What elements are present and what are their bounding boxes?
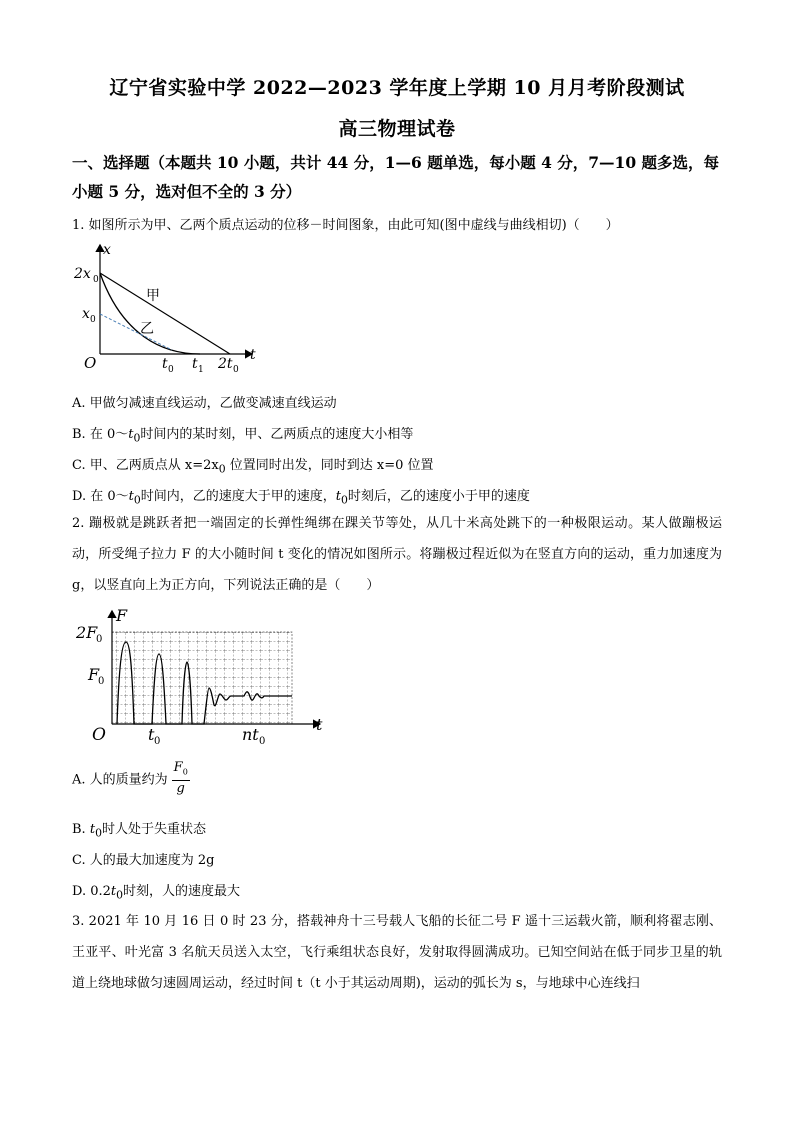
exam-subtitle: 高三物理试卷 <box>338 118 456 140</box>
q2-y-tick-2f0: 2F <box>76 623 98 642</box>
q2-option-d: D. $0.2t_0$时刻，人的速度最大 <box>72 884 241 902</box>
q2-x-tick-t0-sub: 0 <box>154 736 161 747</box>
q1-option-c: C. 甲、乙两质点从 $x=2x_0$ 位置同时出发，同时到达 x=0 位置 <box>72 458 434 476</box>
q1-option-a: A. 甲做匀减速直线运动，乙做变减速直线运动 <box>72 396 337 411</box>
q2-y-tick-2f0-sub: 0 <box>96 634 103 645</box>
q2-option-b: B. $t_0$时人处于失重状态 <box>72 822 206 840</box>
q1-option-b: B. 在 $0\sim t_0$时间内的某时刻，甲、乙两质点的速度大小相等 <box>72 427 414 445</box>
q2-option-a-fraction: $\frac{F_0}{g}$ <box>173 760 188 796</box>
question-1-stem: 1. 如图所示为甲、乙两个质点运动的位移－时间图象，由此可知(图中虚线与曲线相切)（ ） <box>72 218 619 233</box>
q2-x-tick-nt0: nt <box>242 725 259 744</box>
q1-tangent-dashed <box>100 314 172 350</box>
q1-x-tick-t0-sub: 0 <box>168 365 174 375</box>
q2-option-a: A. 人的质量约为 $\frac{F_0}{g}$ <box>72 760 188 796</box>
q2-origin-label: O <box>92 725 106 745</box>
q1-yi-curve <box>100 273 200 354</box>
q1-x-tick-t1: t <box>192 356 198 372</box>
q1-y-tick-x0-sub: 0 <box>90 315 96 325</box>
q1-x-tick-t1-sub: 1 <box>198 365 204 375</box>
section-heading: 一、选择题（本题共 10 小题，共计 44 分，1—6 题单选，每小题 4 分，7—10 题多选，每小题 5 分，选对但不全的 3 分） <box>72 153 720 201</box>
q2-option-c: C. 人的最大加速度为 2g <box>72 853 215 868</box>
q1-option-d: D. 在 $0\sim t_0$时间内，乙的速度大于甲的速度，$t_0$时刻后，乙的速度小于甲的速度 <box>72 489 530 507</box>
q2-x-tick-t0: t <box>148 725 155 744</box>
exam-title: 辽宁省实验中学 2022—2023 学年度上学期 10 月月考阶段测试 <box>109 77 685 99</box>
q2-y-axis-label: F <box>116 606 128 625</box>
q1-jia-line <box>100 273 230 354</box>
q1-x-tick-2t0: 2t <box>218 356 233 372</box>
q1-x-tick-2t0-sub: 0 <box>233 365 239 375</box>
question-3-stem: 3. 2021 年 10 月 16 日 0 时 23 分，搭载神舟十三号载人飞船的长征二号 F 遥十三运载火箭，顺利将翟志刚、王亚平、叶光富 3 名航天员送入太空，飞行乘组状态良好，发射取得圆满成功。已知空间站在低于同步卫星的轨道上绕地球做匀速圆周运动，经过时间 t（t 小于其运动周期)，运动的弧长为 s，与地球中心连线扫 <box>72 914 722 991</box>
q1-y-tick-2x0: 2x <box>74 266 91 282</box>
q1-y-axis-label: x <box>103 242 111 258</box>
q1-x-axis-label: t <box>250 347 256 363</box>
q1-origin-label: O <box>84 354 97 372</box>
question-2-stem: 2. 蹦极就是跳跃者把一端固定的长弹性绳绑在踝关节等处，从几十米高处跳下的一种极限运动。某人做蹦极运动，所受绳子拉力 F 的大小随时间 t 变化的情况如图所示。将蹦极过程近似为在竖直方向的运动，重力加速度为 g，以竖直向上为正方向，下列说法正确的是（ ） <box>72 516 722 593</box>
q1-displacement-time-graph <box>72 240 272 375</box>
q2-x-tick-nt0-sub: 0 <box>259 736 266 747</box>
q1-label-jia: 甲 <box>146 288 160 304</box>
q1-y-tick-x0: x <box>82 306 90 322</box>
q1-y-tick-2x0-sub: 0 <box>93 275 99 285</box>
q2-y-tick-f0-sub: 0 <box>98 676 105 687</box>
q1-label-yi: 乙 <box>140 321 154 337</box>
q2-grid <box>112 632 292 724</box>
q1-x-tick-t0: t <box>162 356 168 372</box>
q2-x-axis-label: t <box>316 715 323 734</box>
q2-force-time-graph <box>72 606 332 751</box>
q2-y-tick-f0: F <box>88 665 100 684</box>
